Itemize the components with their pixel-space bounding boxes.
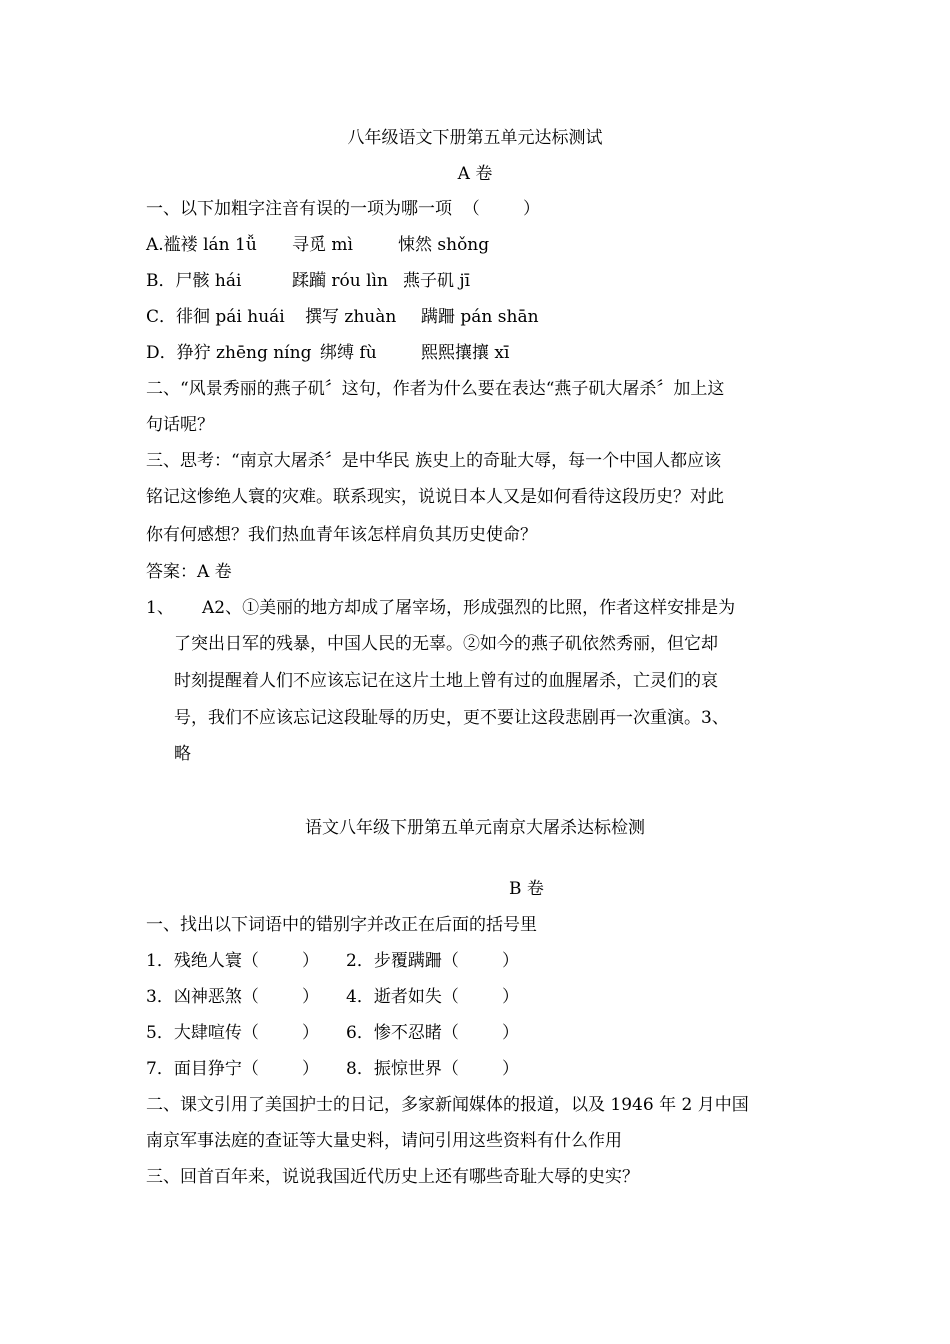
a-q3-line: 你有何感想？我们热血青年该怎样肩负其历史使命？ bbox=[146, 525, 537, 545]
answer-heading: 答案：A 卷 bbox=[146, 562, 232, 582]
b-q1-item: 3．凶神恶煞（ ） bbox=[146, 987, 320, 1007]
a-q1-option-d-2: 绑缚 fù bbox=[320, 343, 377, 363]
a-q2-line: 二、“风景秀丽的燕子矶〞这句，作者为什么要在表达“燕子矶大屠杀〞加上这 bbox=[146, 379, 725, 399]
a-q1-option-a-3: 悚然 shǒng bbox=[398, 235, 490, 255]
a-q1-option-a-2: 寻觅 mì bbox=[292, 235, 353, 255]
b-q2-line: 南京军事法庭的查证等大量史料，请问引用这些资料有什么作用 bbox=[146, 1131, 622, 1151]
answer-line: 了突出日军的残暴，中国人民的无辜。②如今的燕子矶依然秀丽，但它却 bbox=[174, 634, 718, 654]
a-q1-stem: 一、以下加粗字注音有误的一项为哪一项 （ ） bbox=[146, 199, 541, 219]
paper-b-title: 语文八年级下册第五单元南京大屠杀达标检测 bbox=[305, 818, 645, 838]
a-q3-line: 铭记这惨绝人寰的灾难。联系现实，说说日本人又是如何看待这段历史？对此 bbox=[146, 487, 724, 507]
b-q1-item: 2．步覆蹒跚（ ） bbox=[346, 951, 520, 971]
b-q1-item: 8．振惊世界（ ） bbox=[346, 1059, 520, 1079]
a-q2-line: 句话呢？ bbox=[146, 415, 214, 435]
answer-line: 时刻提醒着人们不应该忘记在这片土地上曾有过的血腥屠杀，亡灵们的哀 bbox=[174, 671, 718, 691]
answer-line: 号，我们不应该忘记这段耻辱的历史，更不要让这段悲剧再一次重演。3、 bbox=[174, 708, 729, 728]
a-q1-option-b-1: B．尸骸 hái bbox=[146, 271, 242, 291]
a-q1-option-c-2: 撰写 zhuàn bbox=[305, 307, 397, 327]
answer-line: A2、①美丽的地方却成了屠宰场，形成强烈的比照，作者这样安排是为 bbox=[202, 598, 736, 618]
paper-a-title: 八年级语文下册第五单元达标测试 bbox=[347, 128, 603, 148]
answer-number: 1、 bbox=[146, 598, 174, 618]
b-q1-stem: 一、找出以下词语中的错别字并改正在后面的括号里 bbox=[146, 915, 537, 935]
a-q3-line: 三、思考：“南京大屠杀〞是中华民 族史上的奇耻大辱，每一个中国人都应该 bbox=[146, 451, 722, 471]
b-q1-item: 4．逝者如失（ ） bbox=[346, 987, 520, 1007]
a-q1-option-c-1: C．徘徊 pái huái bbox=[146, 307, 285, 327]
answer-line: 略 bbox=[174, 744, 191, 764]
a-q1-option-c-3: 蹒跚 pán shān bbox=[421, 307, 539, 327]
b-q1-item: 6．惨不忍睹（ ） bbox=[346, 1023, 520, 1043]
b-q1-item: 5．大肆喧传（ ） bbox=[146, 1023, 320, 1043]
paper-a-volume: A 卷 bbox=[457, 164, 493, 184]
a-q1-option-b-3: 燕子矶 jī bbox=[403, 271, 471, 291]
a-q1-option-d-1: D．狰狞 zhēng níng bbox=[146, 343, 312, 363]
paper-b-volume: B 卷 bbox=[509, 879, 544, 899]
b-q2-line: 二、课文引用了美国护士的日记，多家新闻媒体的报道，以及 1946 年 2 月中国 bbox=[146, 1095, 749, 1115]
a-q1-option-d-3: 熙熙攘攘 xī bbox=[421, 343, 510, 363]
b-q1-item: 1．残绝人寰（ ） bbox=[146, 951, 320, 971]
a-q1-option-b-2: 蹂躏 róu lìn bbox=[292, 271, 388, 291]
b-q1-item: 7．面目狰宁（ ） bbox=[146, 1059, 320, 1079]
b-q3-line: 三、回首百年来，说说我国近代历史上还有哪些奇耻大辱的史实？ bbox=[146, 1167, 639, 1187]
a-q1-option-a-1: A.褴褛 lán 1ǚ bbox=[146, 235, 257, 255]
